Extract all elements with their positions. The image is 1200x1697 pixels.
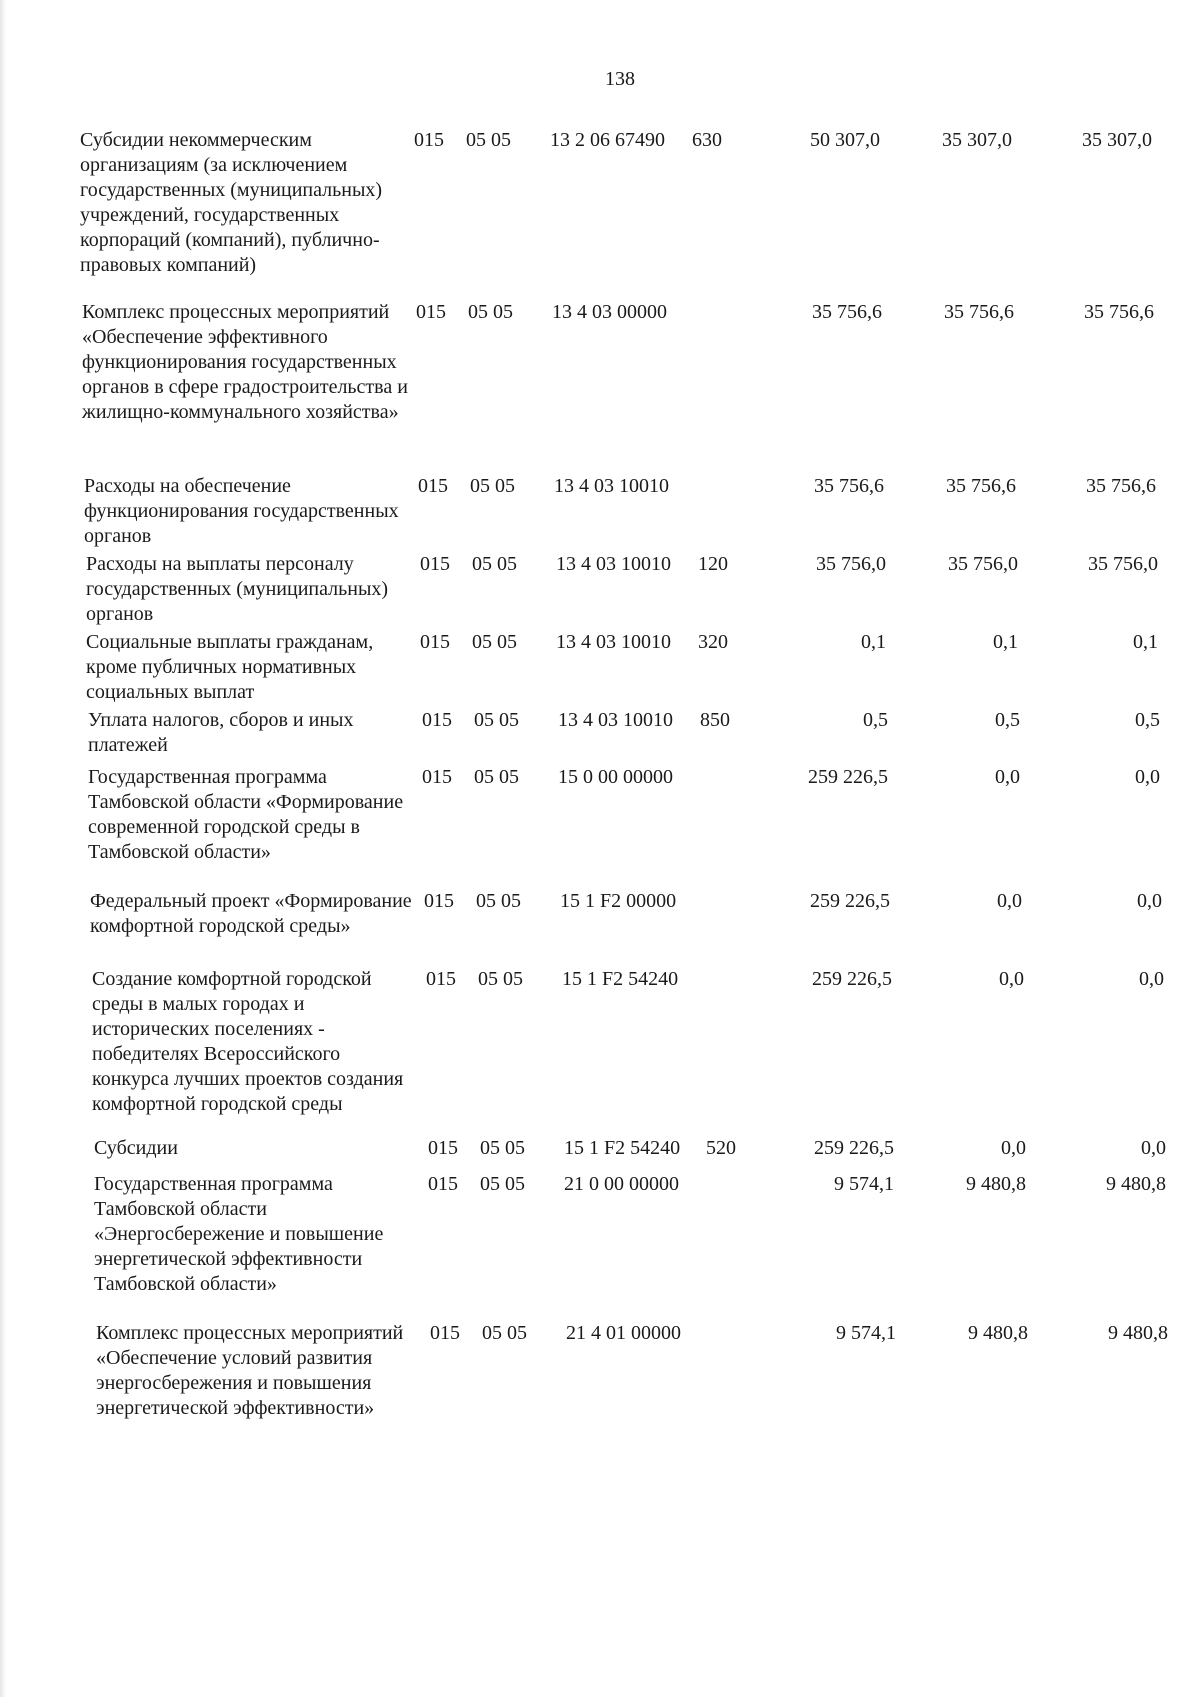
- expense-kind-code: 320: [698, 631, 728, 653]
- section-code: 05 05: [482, 1322, 527, 1344]
- ministry-code: 015: [428, 1137, 458, 1159]
- expense-kind-code: 120: [698, 553, 728, 575]
- amount-year-3: 0,5: [1135, 709, 1160, 731]
- ministry-code: 015: [424, 890, 454, 912]
- row-description: Создание комфортной городской среды в малых городах и исторических поселениях - победителях Всероссийского конкурса лучших проектов создания комфортной городской среды: [92, 968, 404, 1115]
- target-article-code: 15 1 F2 54240: [564, 1137, 681, 1159]
- target-article-code: 13 4 03 10010: [558, 709, 673, 731]
- amount-year-2: 0,0: [999, 968, 1024, 990]
- amount-year-1: 259 226,5: [808, 766, 888, 788]
- amount-year-2: 0,5: [995, 709, 1020, 731]
- target-article-code: 13 4 03 10010: [556, 553, 671, 575]
- row-description: Федеральный проект «Формирование комфортной городской среды»: [90, 890, 412, 937]
- amount-year-3: 0,0: [1139, 968, 1164, 990]
- amount-year-2: 35 756,6: [944, 301, 1014, 323]
- page-number: 138: [605, 68, 635, 90]
- amount-year-1: 35 756,6: [814, 475, 884, 497]
- ministry-code: 015: [422, 709, 452, 731]
- target-article-code: 15 1 F2 54240: [562, 968, 679, 990]
- amount-year-2: 0,0: [1001, 1137, 1026, 1159]
- amount-year-1: 259 226,5: [814, 1137, 894, 1159]
- amount-year-1: 9 574,1: [836, 1322, 896, 1344]
- target-article-code: 21 4 01 00000: [566, 1322, 681, 1344]
- section-code: 05 05: [472, 553, 517, 575]
- target-article-code: 13 4 03 10010: [556, 631, 671, 653]
- row-description: Комплекс процессных мероприятий «Обеспечение эффективного функционирования государственных органов в сфере градостроительства и жилищно-коммунального хозяйства»: [82, 301, 408, 423]
- section-code: 05 05: [474, 709, 519, 731]
- amount-year-3: 35 756,0: [1088, 553, 1158, 575]
- amount-year-1: 259 226,5: [812, 968, 892, 990]
- ministry-code: 015: [416, 301, 446, 323]
- row-description: Социальные выплаты гражданам, кроме публичных нормативных социальных выплат: [86, 631, 374, 703]
- row-description: Субсидии некоммерческим организациям (за исключением государственных (муниципальных) учреждений, государственных корпораций (компаний), публично-правовых компаний): [80, 129, 383, 276]
- target-article-code: 15 0 00 00000: [558, 766, 673, 788]
- amount-year-3: 35 307,0: [1082, 129, 1152, 151]
- amount-year-3: 9 480,8: [1108, 1322, 1168, 1344]
- amount-year-2: 0,1: [993, 631, 1018, 653]
- amount-year-2: 9 480,8: [968, 1322, 1028, 1344]
- row-description: Комплекс процессных мероприятий «Обеспечение условий развития энергосбережения и повышения энергетической эффективности»: [96, 1322, 404, 1419]
- target-article-code: 21 0 00 00000: [564, 1173, 679, 1195]
- row-description: Расходы на выплаты персоналу государственных (муниципальных) органов: [86, 553, 389, 625]
- amount-year-3: 9 480,8: [1106, 1173, 1166, 1195]
- target-article-code: 13 4 03 00000: [552, 301, 667, 323]
- target-article-code: 13 2 06 67490: [550, 129, 665, 151]
- ministry-code: 015: [430, 1322, 460, 1344]
- amount-year-2: 0,0: [997, 890, 1022, 912]
- section-code: 05 05: [474, 766, 519, 788]
- amount-year-2: 35 307,0: [942, 129, 1012, 151]
- section-code: 05 05: [478, 968, 523, 990]
- amount-year-2: 35 756,6: [946, 475, 1016, 497]
- expense-kind-code: 850: [700, 709, 730, 731]
- amount-year-2: 0,0: [995, 766, 1020, 788]
- expense-kind-code: 520: [706, 1137, 736, 1159]
- row-description: Субсидии: [94, 1137, 178, 1159]
- row-description: Государственная программа Тамбовской области «Энергосбережение и повышение энергетической эффективности Тамбовской области»: [94, 1173, 384, 1295]
- section-code: 05 05: [470, 475, 515, 497]
- ministry-code: 015: [414, 129, 444, 151]
- amount-year-1: 0,1: [861, 631, 886, 653]
- amount-year-3: 0,0: [1141, 1137, 1166, 1159]
- expense-kind-code: 630: [692, 129, 722, 151]
- ministry-code: 015: [422, 766, 452, 788]
- amount-year-3: 35 756,6: [1084, 301, 1154, 323]
- ministry-code: 015: [420, 631, 450, 653]
- row-description: Государственная программа Тамбовской области «Формирование современной городской среды в Тамбовской области»: [88, 766, 404, 863]
- row-description: Уплата налогов, сборов и иных платежей: [88, 709, 354, 756]
- amount-year-1: 259 226,5: [810, 890, 890, 912]
- ministry-code: 015: [428, 1173, 458, 1195]
- section-code: 05 05: [472, 631, 517, 653]
- section-code: 05 05: [476, 890, 521, 912]
- section-code: 05 05: [468, 301, 513, 323]
- target-article-code: 13 4 03 10010: [554, 475, 669, 497]
- ministry-code: 015: [418, 475, 448, 497]
- amount-year-1: 35 756,0: [816, 553, 886, 575]
- amount-year-1: 50 307,0: [810, 129, 880, 151]
- amount-year-1: 0,5: [863, 709, 888, 731]
- section-code: 05 05: [480, 1173, 525, 1195]
- amount-year-3: 0,1: [1133, 631, 1158, 653]
- ministry-code: 015: [420, 553, 450, 575]
- target-article-code: 15 1 F2 00000: [560, 890, 677, 912]
- amount-year-3: 35 756,6: [1086, 475, 1156, 497]
- amount-year-2: 9 480,8: [966, 1173, 1026, 1195]
- section-code: 05 05: [466, 129, 511, 151]
- section-code: 05 05: [480, 1137, 525, 1159]
- amount-year-2: 35 756,0: [948, 553, 1018, 575]
- amount-year-1: 9 574,1: [834, 1173, 894, 1195]
- amount-year-3: 0,0: [1137, 890, 1162, 912]
- amount-year-3: 0,0: [1135, 766, 1160, 788]
- ministry-code: 015: [426, 968, 456, 990]
- row-description: Расходы на обеспечение функционирования государственных органов: [84, 475, 399, 547]
- amount-year-1: 35 756,6: [812, 301, 882, 323]
